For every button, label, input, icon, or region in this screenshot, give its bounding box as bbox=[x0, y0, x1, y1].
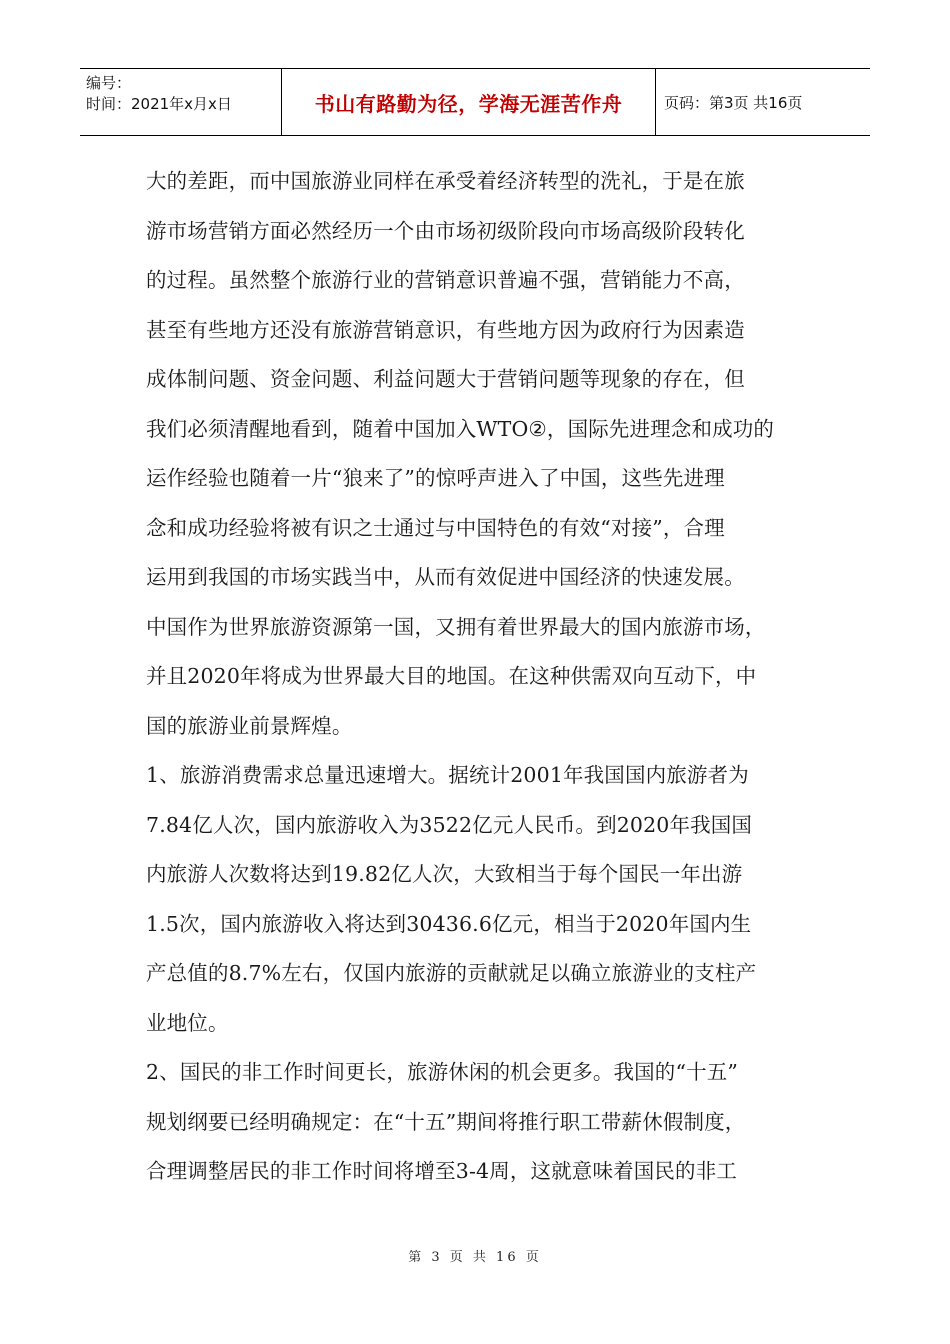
body-line: 的过程。虽然整个旅游行业的营销意识普遍不强，营销能力不高， bbox=[146, 268, 745, 292]
document-time-label: 时间：2021年x月x日 bbox=[86, 95, 232, 113]
body-line: 规划纲要已经明确规定：在“十五”期间将推行职工带薪休假制度， bbox=[146, 1109, 746, 1134]
body-line: 运作经验也随着一片“狼来了”的惊呼声进入了中国，这些先进理 bbox=[146, 466, 725, 490]
body-line: 2、国民的非工作时间更长，旅游休闲的机会更多。我国的“十五” bbox=[146, 1060, 739, 1084]
body-line: 内旅游人次数将达到19.82亿人次，大致相当于每个国民一年出游 bbox=[146, 862, 743, 886]
body-line: 运用到我国的市场实践当中，从而有效促进中国经济的快速发展。 bbox=[146, 565, 745, 589]
body-line: 并且2020年将成为世界最大目的地国。在这种供需双向互动下，中 bbox=[146, 664, 757, 688]
body-line: 我们必须清醒地看到，随着中国加入WTO②，国际先进理念和成功的 bbox=[146, 416, 775, 441]
header-motto: 书山有路勤为径，学海无涯苦作舟 bbox=[282, 69, 656, 135]
body-line: 合理调整居民的非工作时间将增至3-4周，这就意味着国民的非工 bbox=[146, 1159, 738, 1183]
body-line: 业地位。 bbox=[146, 1010, 229, 1035]
document-number-label: 编号： bbox=[86, 74, 132, 92]
body-line: 大的差距，而中国旅游业同样在承受着经济转型的洗礼，于是在旅 bbox=[146, 169, 745, 193]
body-line: 念和成功经验将被有识之士通过与中国特色的有效“对接”，合理 bbox=[146, 515, 725, 540]
document-body bbox=[146, 157, 806, 1197]
body-line: 国的旅游业前景辉煌。 bbox=[146, 713, 353, 738]
page-header bbox=[80, 68, 870, 136]
body-line: 游市场营销方面必然经历一个由市场初级阶段向市场高级阶段转化 bbox=[146, 218, 745, 243]
body-line: 产总值的8.7%左右，仅国内旅游的贡献就足以确立旅游业的支柱产 bbox=[146, 961, 757, 985]
header-page-info: 页码：第3页 共16页 bbox=[664, 93, 803, 112]
body-line: 1、旅游消费需求总量迅速增大。据统计2001年我国国内旅游者为 bbox=[146, 763, 749, 787]
body-line: 7.84亿人次，国内旅游收入为3522亿元人民币。到2020年我国国 bbox=[146, 812, 753, 837]
body-line: 中国作为世界旅游资源第一国，又拥有着世界最大的国内旅游市场， bbox=[146, 614, 766, 639]
page-footer: 第 3 页 共 16 页 bbox=[408, 1250, 542, 1265]
body-line: 甚至有些地方还没有旅游营销意识，有些地方因为政府行为因素造 bbox=[146, 317, 745, 342]
body-line: 成体制问题、资金问题、利益问题大于营销问题等现象的存在，但 bbox=[146, 367, 745, 391]
body-line: 1.5次，国内旅游收入将达到30436.6亿元，相当于2020年国内生 bbox=[146, 911, 752, 936]
header-meta bbox=[80, 69, 282, 135]
